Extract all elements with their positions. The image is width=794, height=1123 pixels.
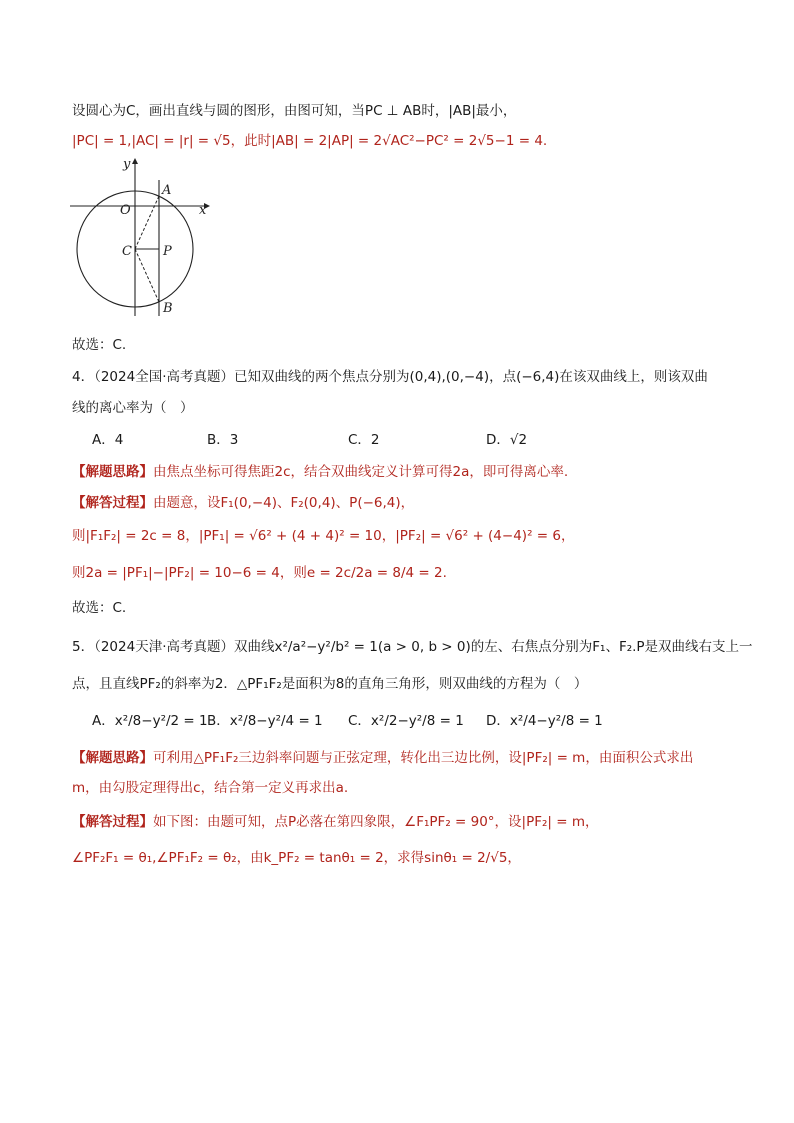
q4-solution-line-3: 则2a = |PF₁|−|PF₂| = 10−6 = 4，则e = 2c/2a = 8/4 = 2.: [72, 565, 447, 581]
q5-hint-line-1: [72, 748, 693, 768]
q4-solution-tag: 【解答过程】: [72, 495, 153, 511]
solution-line-1: 设圆心为C，画出直线与圆的图形，由图可知，当PC ⊥ AB时，|AB|最小，: [72, 103, 517, 119]
segment-cb: [135, 249, 159, 302]
solution-line-2: |PC| = 1,|AC| = |r| = √5，此时|AB| = 2|AP| = 2√AC²−PC² = 2√5−1 = 4.: [72, 133, 548, 149]
q5-hint-line-2: m，由勾股定理得出c，结合第一定义再求出a.: [72, 780, 349, 796]
label-c: C: [122, 244, 132, 259]
q4-hint-text: 由焦点坐标可得焦距2c，结合双曲线定义计算可得2a，即可得离心率.: [153, 464, 569, 480]
q4-solution-text-1: 由题意，设F₁(0,−4)、F₂(0,4)、P(−6,4)，: [153, 495, 415, 511]
q5-hint-tag: 【解题思路】: [72, 750, 153, 766]
segment-ca: [135, 196, 159, 249]
q4-solution-line-1: [72, 493, 414, 513]
q5-solution-line-2: ∠PF₂F₁ = θ₁,∠PF₁F₂ = θ₂，由k_PF₂ = tanθ₁ = 2，求得sinθ₁ = 2/√5，: [72, 850, 521, 866]
question-4-line-2: 线的离心率为（ ）: [72, 400, 194, 416]
circle-line-figure: [64, 156, 224, 318]
q4-option-c: C．2: [348, 432, 380, 448]
label-p: P: [163, 244, 172, 259]
q4-hint-tag: 【解题思路】: [72, 464, 153, 480]
q4-option-d: D．√2: [486, 432, 528, 448]
label-x: x: [199, 203, 207, 218]
q5-solution-text-1: 如下图：由题可知，点P必落在第四象限，∠F₁PF₂ = 90°，设|PF₂| = m，: [153, 814, 599, 830]
q5-solution-line-1: [72, 812, 599, 832]
q5-option-c: C．x²/2−y²/8 = 1: [348, 713, 464, 729]
q5-option-d: D．x²/4−y²/8 = 1: [486, 713, 603, 729]
label-b: B: [163, 301, 173, 316]
label-a: A: [162, 183, 172, 198]
question-5-line-2: 点，且直线PF₂的斜率为2．△PF₁F₂是面积为8的直角三角形，则双曲线的方程为（ ）: [72, 676, 588, 692]
q5-hint-text-1: 可利用△PF₁F₂三边斜率问题与正弦定理，转化出三边比例，设|PF₂| = m，由面积公式求出: [153, 750, 694, 766]
q5-option-b: B．x²/8−y²/4 = 1: [207, 713, 323, 729]
q4-solution-line-2: 则|F₁F₂| = 2c = 8，|PF₁| = √6² + (4 + 4)² = 10，|PF₂| = √6² + (4−4)² = 6，: [72, 528, 575, 544]
q4-option-a: A．4: [92, 432, 124, 448]
q4-answer: 故选：C.: [72, 600, 127, 616]
q4-option-b: B．3: [207, 432, 239, 448]
label-o: O: [120, 203, 131, 218]
q5-option-a: A．x²/8−y²/2 = 1: [92, 713, 208, 729]
answer-line-3: 故选：C.: [72, 337, 127, 353]
q4-hint-line: [72, 462, 568, 482]
question-5-line-1: 5．（2024天津·高考真题）双曲线x²/a²−y²/b² = 1(a > 0, b > 0)的左、右焦点分别为F₁、F₂.P是双曲线右支上一: [72, 639, 753, 655]
question-4-line-1: 4．（2024全国·高考真题）已知双曲线的两个焦点分别为(0,4),(0,−4)，点(−6,4)在该双曲线上，则该双曲: [72, 369, 708, 385]
y-axis-arrow: [132, 158, 138, 164]
label-y: y: [123, 157, 131, 172]
q5-solution-tag: 【解答过程】: [72, 814, 153, 830]
